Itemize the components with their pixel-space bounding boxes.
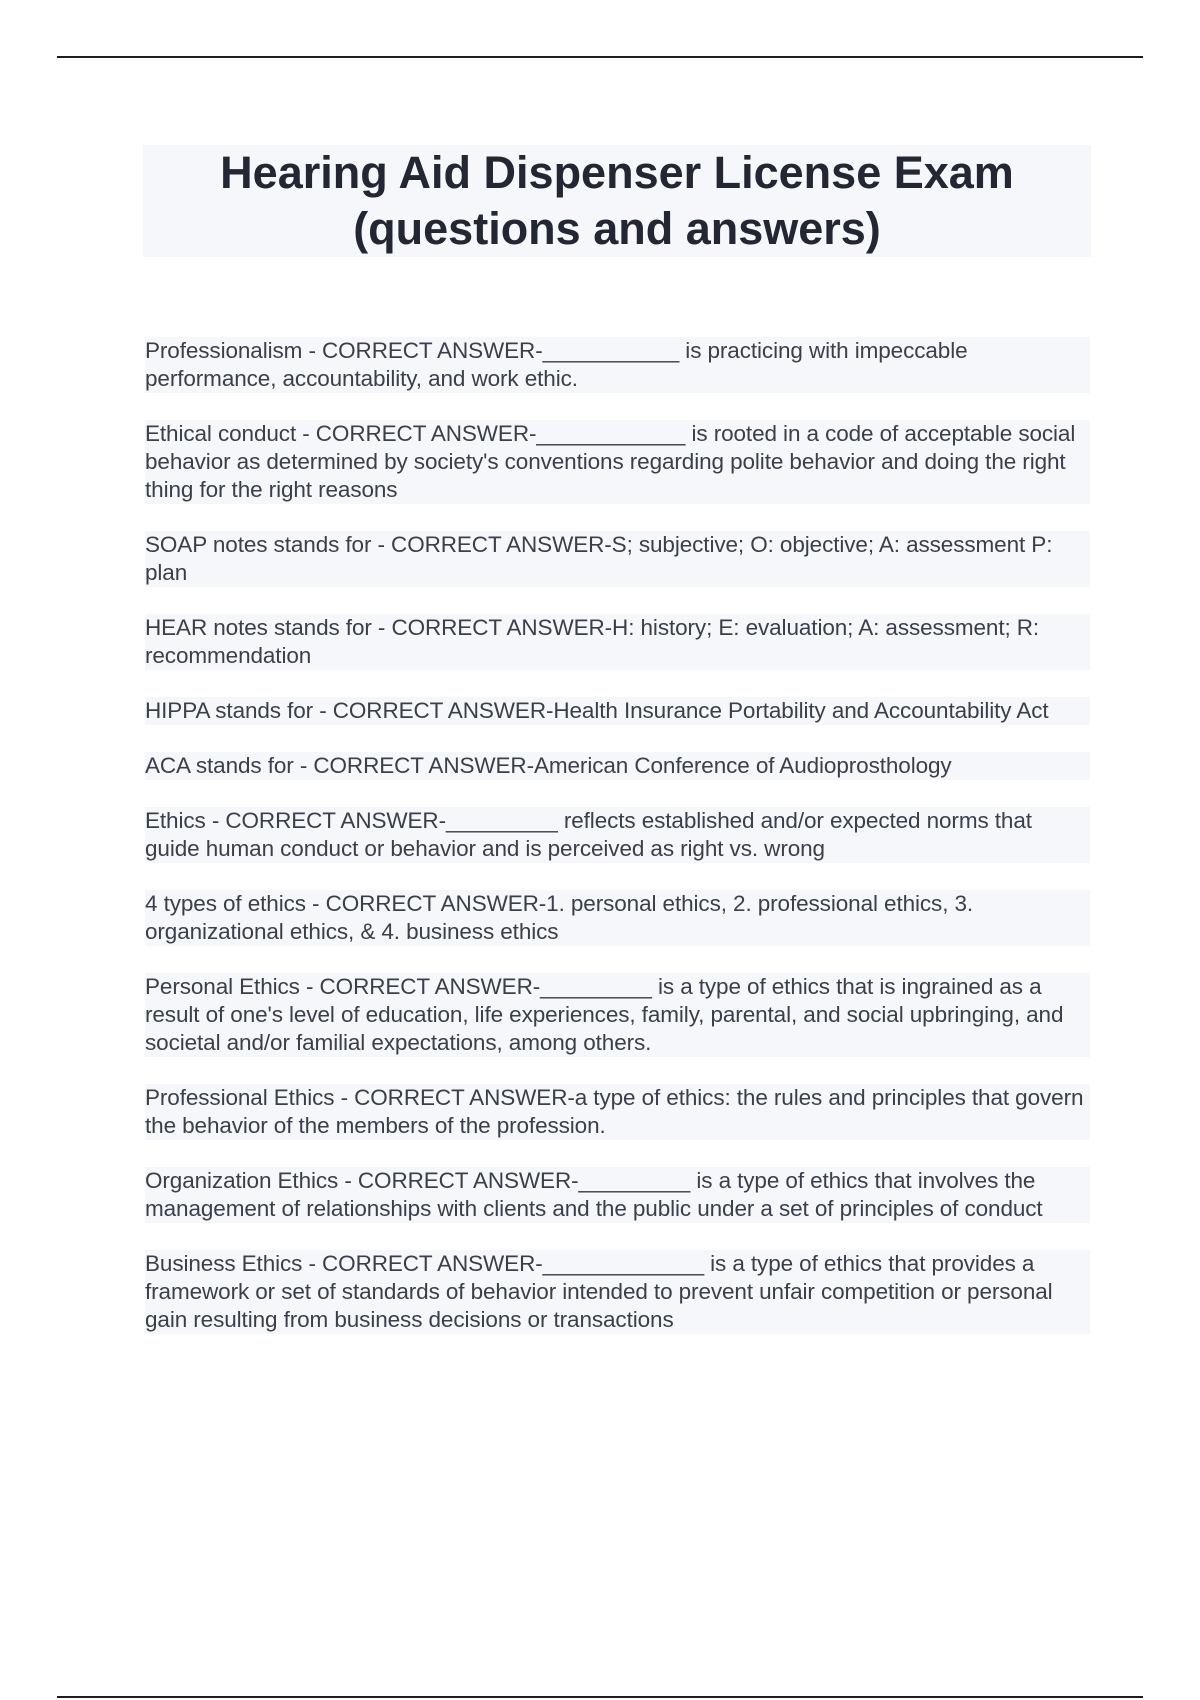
- qa-item-soap-notes: SOAP notes stands for - CORRECT ANSWER-S; subjective; O: objective; A: assessment P: plan: [145, 531, 1090, 587]
- bottom-rule: [57, 1696, 1143, 1698]
- qa-item-ethics: Ethics - CORRECT ANSWER-_________ reflects established and/or expected norms that guide human conduct or behavior and is perceived as right vs. wrong: [145, 807, 1090, 863]
- qa-item-organization-ethics: Organization Ethics - CORRECT ANSWER-_________ is a type of ethics that involves the management of relationships with clients and the public under a set of principles of conduct: [145, 1167, 1090, 1223]
- title-block: [143, 145, 1091, 257]
- qa-item-professionalism: Professionalism - CORRECT ANSWER-___________ is practicing with impeccable performance, accountability, and work ethic.: [145, 337, 1090, 393]
- qa-item-aca: ACA stands for - CORRECT ANSWER-American Conference of Audioprosthology: [145, 752, 1090, 780]
- qa-item-hear-notes: HEAR notes stands for - CORRECT ANSWER-H: history; E: evaluation; A: assessment; R: recommendation: [145, 614, 1090, 670]
- qa-item-hippa: HIPPA stands for - CORRECT ANSWER-Health Insurance Portability and Accountability Act: [145, 697, 1090, 725]
- top-rule: [57, 56, 1143, 58]
- qa-item-professional-ethics: Professional Ethics - CORRECT ANSWER-a type of ethics: the rules and principles that govern the behavior of the members of the profession.: [145, 1084, 1090, 1140]
- qa-item-ethical-conduct: Ethical conduct - CORRECT ANSWER-____________ is rooted in a code of acceptable social behavior as determined by society's conventions regarding polite behavior and doing the right thing for the right reasons: [145, 420, 1090, 504]
- qa-list: [145, 337, 1090, 1361]
- page-title-line-1: Hearing Aid Dispenser License Exam: [220, 147, 1014, 198]
- page-title-line-2: (questions and answers): [353, 203, 881, 254]
- qa-item-business-ethics: Business Ethics - CORRECT ANSWER-_____________ is a type of ethics that provides a framework or set of standards of behavior intended to prevent unfair competition or personal gain resulting from business decisions or transactions: [145, 1250, 1090, 1334]
- qa-item-personal-ethics: Personal Ethics - CORRECT ANSWER-_________ is a type of ethics that is ingrained as a result of one's level of education, life experiences, family, parental, and social upbringing, and societal and/or familial expectations, among others.: [145, 973, 1090, 1057]
- qa-item-types-of-ethics: 4 types of ethics - CORRECT ANSWER-1. personal ethics, 2. professional ethics, 3. organizational ethics, & 4. business ethics: [145, 890, 1090, 946]
